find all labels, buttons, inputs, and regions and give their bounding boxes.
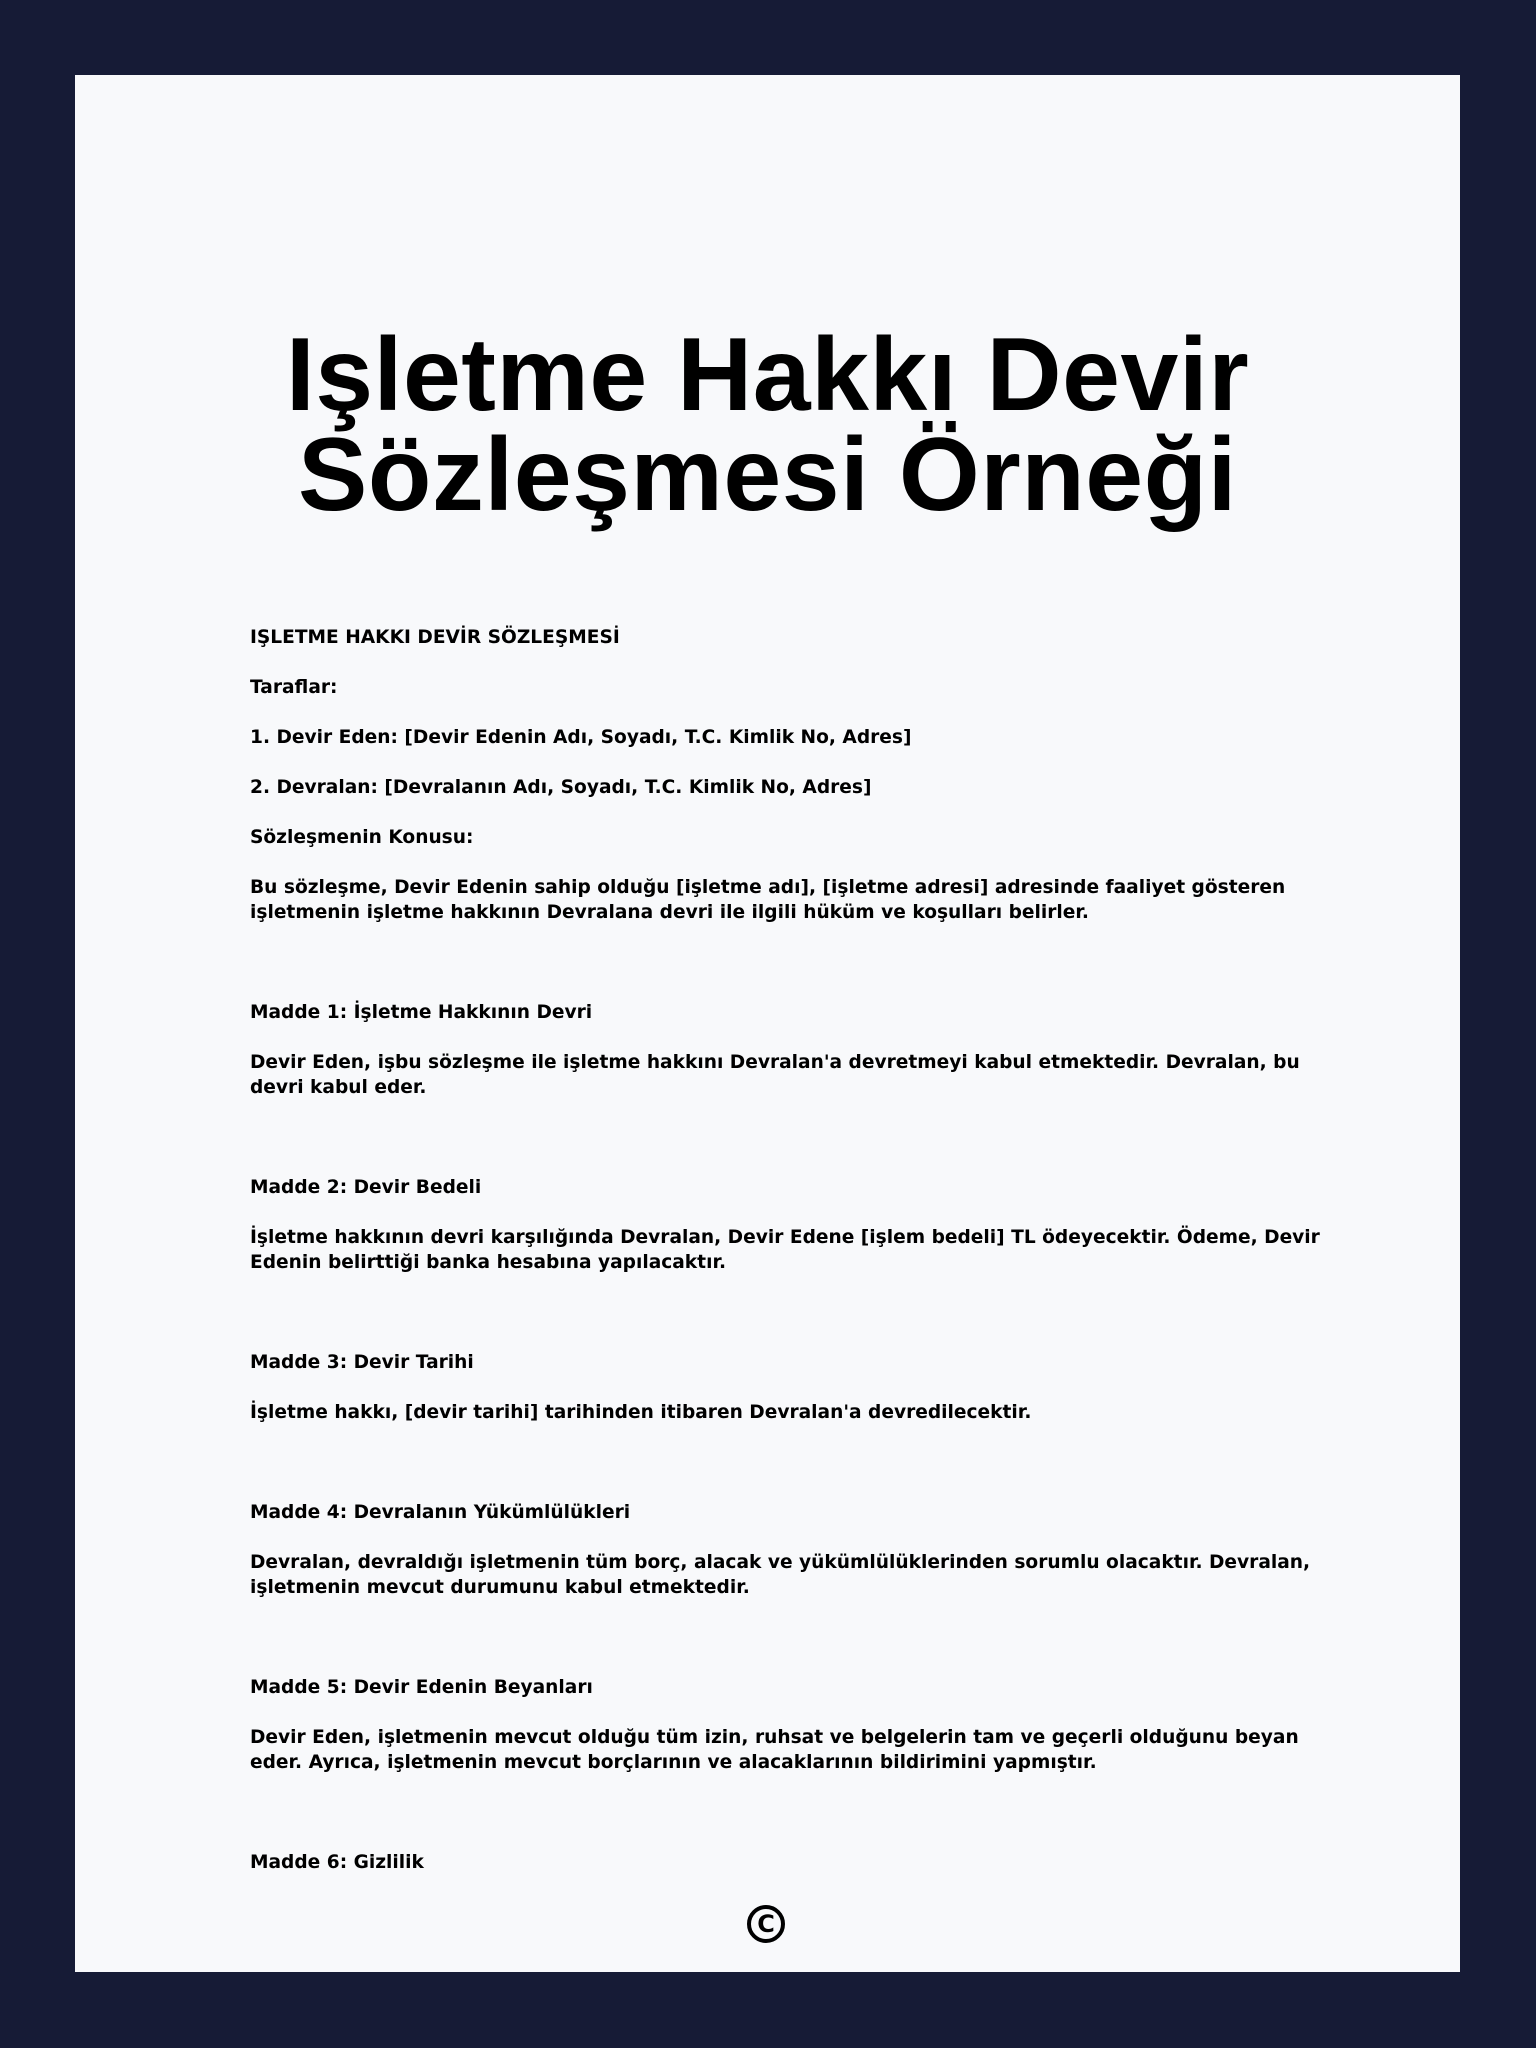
article-1-text: Devir Eden, işbu sözleşme ile işletme hakkını Devralan'a devretmeyi kabul etmektedir. Devralan, bu devri kabul eder.: [250, 1052, 1300, 1098]
contract-heading: IŞLETME HAKKI DEVİR SÖZLEŞMESİ: [250, 627, 620, 648]
document-title: Işletme Hakkı Devir Sözleşmesi Örneği: [285, 317, 1250, 533]
article-6-heading: Madde 6: Gizlilik: [250, 1852, 424, 1873]
party-1: 1. Devir Eden: [Devir Edenin Adı, Soyadı, T.C. Kimlik No, Adres]: [250, 727, 912, 748]
article-4-text: Devralan, devraldığı işletmenin tüm borç, alacak ve yükümlülüklerinden sorumlu olacaktır. Devralan, işletmenin mevcut durumunu kabul etmektedir.: [250, 1552, 1311, 1598]
copyright-icon: [747, 1905, 785, 1943]
article-4-heading: Madde 4: Devralanın Yükümlülükleri: [250, 1502, 631, 1523]
article-5-text: Devir Eden, işletmenin mevcut olduğu tüm izin, ruhsat ve belgelerin tam ve geçerli olduğunu beyan eder. Ayrıca, işletmenin mevcut borçlarının ve alacaklarının bildirimini yapmıştır.: [250, 1727, 1299, 1773]
article-2-text: İşletme hakkının devri karşılığında Devralan, Devir Edene [işlem bedeli] TL ödeyecektir. Ödeme, Devir Edenin belirttiği banka hesabına yapılacaktır.: [250, 1227, 1320, 1273]
article-5-heading: Madde 5: Devir Edenin Beyanları: [250, 1677, 593, 1698]
document-body: [250, 625, 1340, 1875]
parties-label: Taraflar:: [250, 677, 338, 698]
document-page: [75, 75, 1460, 1972]
copyright-symbol: C: [757, 1910, 775, 1938]
article-2-heading: Madde 2: Devir Bedeli: [250, 1177, 482, 1198]
subject-label: Sözleşmenin Konusu:: [250, 827, 474, 848]
article-3-text: İşletme hakkı, [devir tarihi] tarihinden itibaren Devralan'a devredilecektir.: [250, 1402, 1032, 1423]
article-1-heading: Madde 1: İşletme Hakkının Devri: [250, 1002, 593, 1023]
article-3-heading: Madde 3: Devir Tarihi: [250, 1352, 474, 1373]
party-2: 2. Devralan: [Devralanın Adı, Soyadı, T.C. Kimlik No, Adres]: [250, 777, 872, 798]
subject-text: Bu sözleşme, Devir Edenin sahip olduğu [işletme adı], [işletme adresi] adresinde faaliyet gösteren işletmenin işletme hakkının Devralana devri ile ilgili hüküm ve koşulları belirler.: [250, 877, 1286, 923]
